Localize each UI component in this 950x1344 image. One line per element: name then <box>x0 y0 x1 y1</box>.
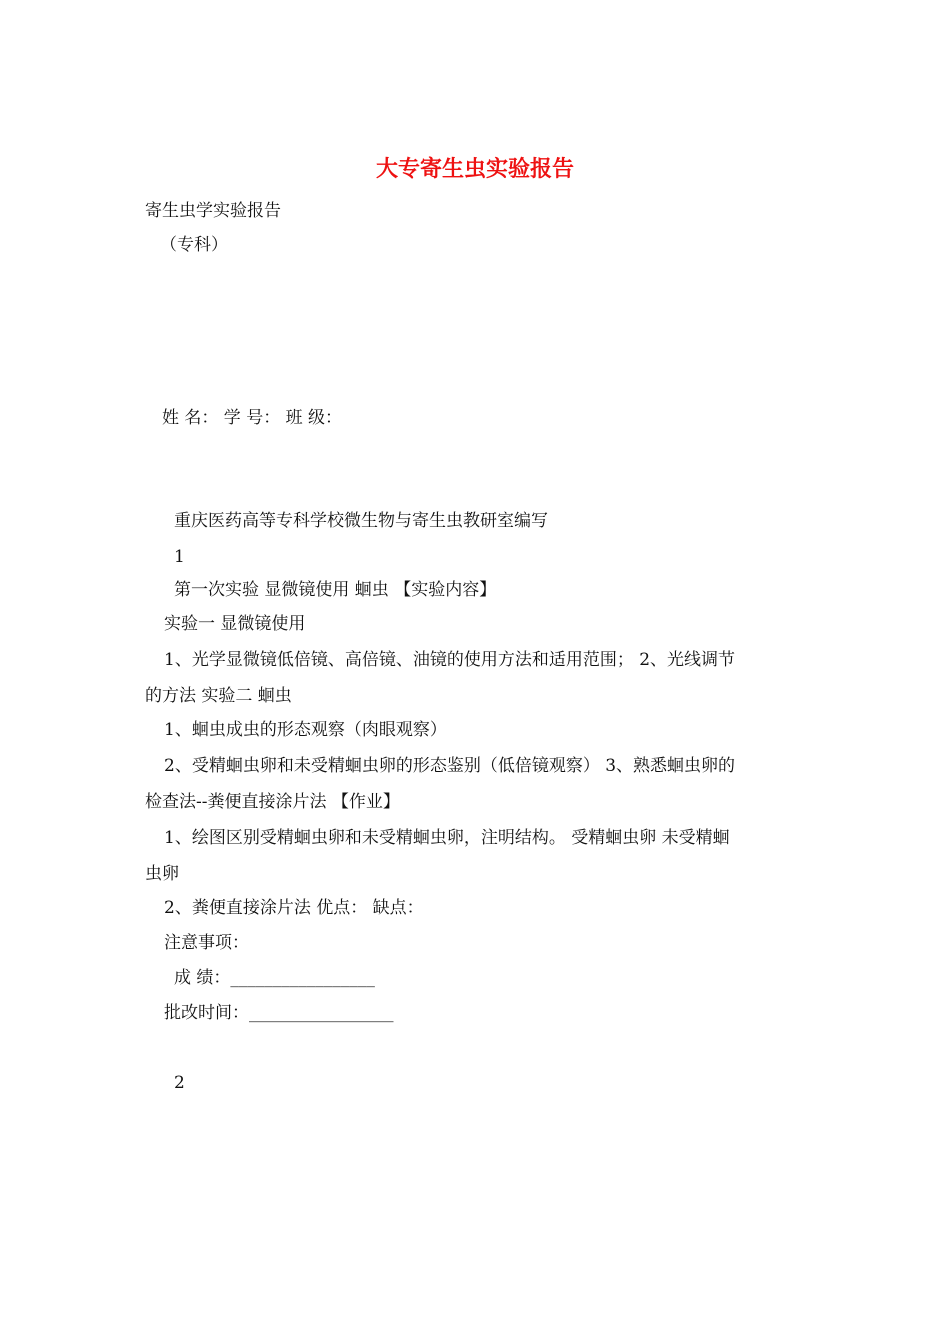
body-text-line: 检查法--粪便直接涂片法 【作业】 <box>145 792 400 812</box>
body-text-line: 2、受精蛔虫卵和未受精蛔虫卵的形态鉴别（低倍镜观察） 3、熟悉蛔虫卵的 <box>164 756 736 776</box>
notes-heading: 注意事项： <box>164 933 249 953</box>
student-info-fields: 姓 名： 学 号： 班 级： <box>162 408 343 428</box>
grade-field: 成 绩：_________________ <box>174 968 375 988</box>
report-subheading: （专科） <box>160 235 228 255</box>
grading-time-field: 批改时间：_________________ <box>164 1003 394 1023</box>
page-number: 2 <box>174 1073 185 1093</box>
document-title: 大专寄生虫实验报告 <box>375 156 574 182</box>
experiment-one-heading: 实验一 显微镜使用 <box>164 614 306 634</box>
section-heading: 第一次实验 显微镜使用 蛔虫 【实验内容】 <box>174 580 497 600</box>
page-number: 1 <box>174 547 185 567</box>
body-text-line: 1、绘图区别受精蛔虫卵和未受精蛔虫卵，注明结构。 受精蛔虫卵 未受精蛔 <box>164 828 730 848</box>
compiler-line: 重庆医药高等专科学校微生物与寄生虫教研室编写 <box>174 511 548 531</box>
body-text-line: 虫卵 <box>145 864 179 884</box>
report-heading: 寄生虫学实验报告 <box>145 201 281 221</box>
body-text-line: 的方法 实验二 蛔虫 <box>145 686 292 706</box>
body-text-line: 2、粪便直接涂片法 优点： 缺点： <box>164 898 424 918</box>
body-text-line: 1、光学显微镜低倍镜、高倍镜、油镜的使用方法和适用范围； 2、光线调节 <box>164 650 736 670</box>
body-text-line: 1、蛔虫成虫的形态观察（肉眼观察） <box>164 720 447 740</box>
